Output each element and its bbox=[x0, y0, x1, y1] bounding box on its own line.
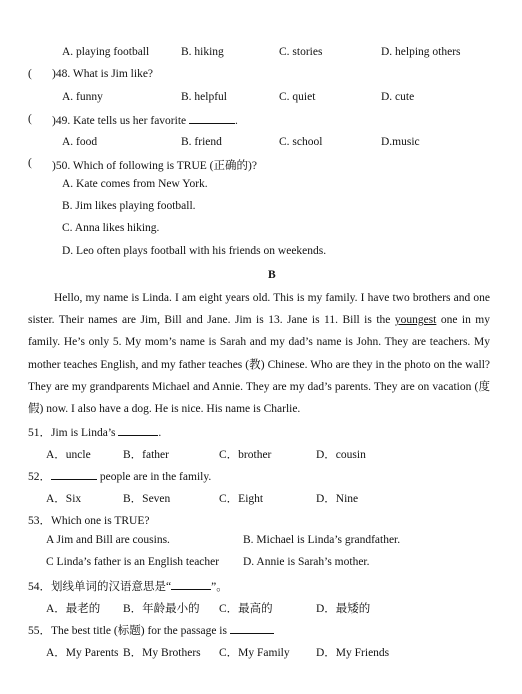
q52-stem-rest: people are in the family. bbox=[97, 471, 212, 483]
q54-stem-end: ”。 bbox=[211, 581, 228, 593]
q54-option-d: D．最矮的 bbox=[316, 603, 371, 615]
passage bbox=[28, 287, 490, 420]
q47-option-c: C. stories bbox=[279, 46, 323, 58]
q54-option-b: B．年龄最小的 bbox=[123, 603, 200, 615]
q49-option-a: A. food bbox=[62, 136, 98, 148]
q50-stem: )50. Which of following is TRUE (正确的)? bbox=[52, 160, 257, 172]
q48-option-b: B. helpful bbox=[181, 91, 227, 103]
q49-stem-end: . bbox=[235, 115, 238, 127]
q48-option-c: C. quiet bbox=[279, 91, 316, 103]
q47-option-a: A. playing football bbox=[62, 46, 150, 58]
passage-part-2: one in my family. He’s only 5. My mom’s name is Sarah and my dad’s name is John. They are teachers. My mother teaches English, and my father teaches (教) Chinese. Who are they in the photo on the wall? They are my grandparents Michael and Annie. They are my dad’s parents. They are on vacation (度假) now. I also have a dog. He is nice. His name is Charlie. bbox=[28, 314, 490, 416]
q49-option-c: C. school bbox=[279, 136, 323, 148]
q50-option-a: A. Kate comes from New York. bbox=[62, 178, 208, 190]
q53-option-d: D. Annie is Sarah’s mother. bbox=[243, 556, 370, 568]
q47-option-b: B. hiking bbox=[181, 46, 224, 58]
q51-answer-blank bbox=[118, 425, 158, 436]
q51-option-c: C．brother bbox=[219, 449, 272, 461]
q53-option-b: B. Michael is Linda’s grandfather. bbox=[243, 534, 401, 546]
q49-stem bbox=[52, 113, 238, 127]
q51-stem-end: . bbox=[158, 427, 162, 439]
q48-paren: ( bbox=[28, 68, 32, 80]
q55-option-d: D．My Friends bbox=[316, 647, 390, 659]
passage-underlined-word: youngest bbox=[394, 314, 437, 327]
q54-option-c: C．最高的 bbox=[219, 603, 273, 615]
q47-option-d: D. helping others bbox=[381, 46, 461, 58]
q51-option-d: D．cousin bbox=[316, 449, 366, 461]
q52-answer-blank bbox=[51, 469, 97, 480]
q53-option-c: C Linda’s father is an English teacher bbox=[46, 556, 220, 568]
q52-option-b: B．Seven bbox=[123, 493, 171, 505]
q55-stem-text: 55．The best title (标题) for the passage is bbox=[28, 625, 227, 637]
q51-option-b: B．father bbox=[123, 449, 169, 461]
q50-option-d: D. Leo often plays football with his friends on weekends. bbox=[62, 245, 327, 257]
q52-option-d: D．Nine bbox=[316, 493, 359, 505]
q51-stem bbox=[28, 424, 161, 440]
q48-option-d: D. cute bbox=[381, 91, 415, 103]
q55-stem bbox=[28, 622, 274, 638]
q51-option-a: A．uncle bbox=[46, 449, 91, 461]
q55-option-b: B．My Brothers bbox=[123, 647, 201, 659]
q52-stem-number: 52． bbox=[28, 471, 51, 483]
q55-option-c: C．My Family bbox=[219, 647, 290, 659]
q48-stem: )48. What is Jim like? bbox=[52, 68, 154, 80]
passage-part-1: Hello, my name is Linda. I am eight years old. This is my family. I have two brothers and one sister. Their names are Jim, Bill and Jane. Jim is 13. Jane is 11. Bill is the bbox=[28, 292, 490, 327]
q53-option-a: A Jim and Bill are cousins. bbox=[46, 534, 170, 546]
q54-stem-text: 54．划线单词的汉语意思是“ bbox=[28, 581, 172, 593]
q49-stem-text: )49. Kate tells us her favorite bbox=[52, 115, 187, 127]
q49-paren: ( bbox=[28, 113, 32, 125]
q50-option-b: B. Jim likes playing football. bbox=[62, 200, 196, 212]
q52-stem bbox=[28, 468, 211, 484]
q54-answer-blank bbox=[171, 579, 211, 590]
q50-option-c: C. Anna likes hiking. bbox=[62, 222, 160, 234]
q53-stem: 53．Which one is TRUE? bbox=[28, 515, 150, 527]
q54-option-a: A．最老的 bbox=[46, 603, 101, 615]
q51-stem-text: 51．Jim is Linda’s bbox=[28, 427, 116, 439]
section-b-title: B bbox=[268, 269, 276, 281]
q50-paren: ( bbox=[28, 157, 32, 169]
q52-option-a: A．Six bbox=[46, 493, 82, 505]
q54-stem bbox=[28, 578, 228, 594]
q49-option-d: D.music bbox=[381, 136, 420, 148]
q49-answer-blank bbox=[189, 113, 235, 124]
q48-option-a: A. funny bbox=[62, 91, 103, 103]
q55-answer-blank bbox=[230, 623, 274, 634]
q52-option-c: C．Eight bbox=[219, 493, 264, 505]
q49-option-b: B. friend bbox=[181, 136, 222, 148]
q55-option-a: A．My Parents bbox=[46, 647, 119, 659]
